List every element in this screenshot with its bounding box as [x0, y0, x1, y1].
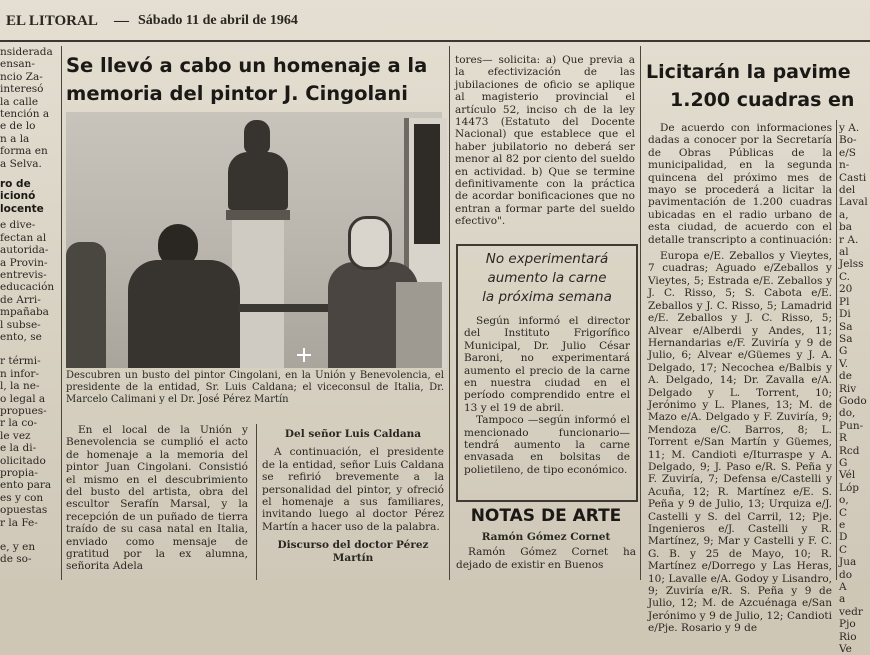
- text-line: Rcd: [839, 444, 860, 457]
- text-line: Rio: [839, 630, 857, 643]
- text-line: ncio Za-: [0, 70, 43, 83]
- carne-headline: [458, 250, 636, 307]
- subhead-caldana: Del señor Luis Caldana: [284, 428, 422, 440]
- text-line: Bo-: [839, 134, 857, 147]
- text-line: l subse-: [0, 318, 41, 331]
- text-line: C: [839, 543, 848, 556]
- bust-pedestal: [226, 210, 290, 220]
- text-line: n-: [839, 159, 850, 172]
- text-line: ba: [839, 221, 852, 234]
- text-line: do,: [839, 407, 856, 420]
- text-line: y A.: [839, 122, 860, 134]
- text-line: V.: [839, 357, 849, 370]
- text-line: de: [839, 370, 852, 383]
- text-line: a Provin-: [0, 256, 48, 269]
- person-dark-suit: [128, 260, 240, 368]
- text-line: mpañaba: [0, 306, 49, 319]
- ribbon: [238, 304, 328, 312]
- column-divider: [256, 424, 257, 580]
- text-line: Jelss: [839, 258, 864, 271]
- text-line: locente: [0, 202, 44, 215]
- text-line: a Selva.: [0, 157, 42, 170]
- text-line: n infor-: [0, 367, 39, 380]
- notas-heading: NOTAS DE ARTE: [470, 506, 622, 526]
- window-pane: [414, 124, 440, 244]
- text-line: Lóp: [839, 481, 860, 494]
- text-line: ensan-: [0, 58, 35, 71]
- text-line: e dive-: [0, 219, 36, 232]
- article-body-right: [262, 428, 444, 580]
- column-divider: [836, 120, 837, 580]
- right-headline-line-1: Licitarán la pavime: [646, 61, 851, 83]
- text-line: Vél: [839, 469, 856, 482]
- main-headline-line-2: memoria del pintor J. Cingolani: [66, 82, 408, 105]
- column-divider: [449, 46, 450, 580]
- column-divider: [640, 46, 641, 580]
- text-line: nsiderada: [0, 46, 53, 58]
- text-line: Casti: [839, 171, 867, 184]
- left-column: [0, 46, 59, 580]
- masthead-rule: [0, 40, 870, 42]
- text-line: e la di-: [0, 442, 37, 455]
- text-line: ro de: [0, 178, 31, 191]
- text-line: es y con: [0, 491, 44, 504]
- text-line: 20: [839, 283, 853, 296]
- left-column-text-top: [0, 46, 59, 170]
- text-line: G: [839, 456, 848, 469]
- carne-body-1: Según informó el director del Instituto Frigorífico Municipal, Dr. Julio César Baroni, no experimentará aumento el precio de la carne en nuestra ciudad en el período comprendido entre el 13 y el 19 de abril.: [464, 315, 630, 414]
- crosshair-cursor-icon: [297, 348, 311, 362]
- text-line: o,: [839, 494, 849, 507]
- text-line: opuestas: [0, 504, 48, 517]
- text-line: Ve: [839, 643, 852, 655]
- news-photo: [66, 112, 442, 368]
- photo-caption: Descubren un busto del pintor Cingolani, en la Unión y Benevolencia, el presidente de la entidad, Sr. Luis Caldana; el viceconsul de Italia, Dr. Marcelo Calimani y el Dr. José Pérez Martín: [66, 370, 444, 405]
- text-line: Pun-: [839, 419, 864, 432]
- text-line: le vez: [0, 429, 31, 442]
- text-line: Godo: [839, 394, 867, 407]
- main-headline-line-1: Se llevó a cabo un homenaje a la: [66, 54, 428, 77]
- text-line: forma en: [0, 145, 48, 158]
- carne-headline-1: No experimentará: [485, 251, 609, 267]
- carne-body: [458, 307, 636, 476]
- text-line: propues-: [0, 404, 47, 417]
- text-line: interesó: [0, 83, 44, 96]
- left-column-text-bottom: [0, 355, 59, 529]
- issue-date: Sábado 11 de abril de 1964: [138, 13, 298, 28]
- text-line: al: [839, 246, 849, 259]
- text-line: Jua: [839, 556, 857, 569]
- middle-column-text: [455, 54, 635, 240]
- column-divider: [61, 46, 62, 580]
- notas-de-arte: [456, 504, 636, 580]
- text-line: r la Fe-: [0, 516, 38, 529]
- carne-box: [456, 244, 638, 502]
- left-column-heading: [0, 178, 59, 215]
- text-line: D: [839, 531, 848, 544]
- text-line: tención a: [0, 108, 50, 121]
- text-line: r térmi-: [0, 355, 41, 368]
- text-line: n a la: [0, 132, 30, 145]
- text-line: e de lo: [0, 120, 36, 133]
- text-line: e: [839, 519, 846, 531]
- text-line: Riv: [839, 382, 857, 395]
- pavimento-list: Europa e/E. Zeballos y Vieytes, 7 cuadras; Aguado e/Zeballos y Vieytes, 5; Estrada e/E. Zeballos y J. C. Risso, 5; S. Cabota e/E. Zeballos y J. C. Risso, 5; Lamadrid e/E. Zeballos y J. C. Risso, 5; Alvear e/Alberdi y Andes, 11; Hernandarias e/F. Zuviría y 9 de Julio, 6; Alvear e/Güemes y J. A. Delgado, 17; Necochea e/Balbis y A. Delgado, 14; Dr. Zavalla e/A. Delgado y L. Torrent, 10; Jerónimo y L. Planes, 13; M. de Mazo e/A. Delgado y F. Zuviría, 9; Mendoza e/C. Barros, 8; L. Torrent e/San Martín y Güemes, 11; M. Candioti e/Iturraspe y A. Delgado, 9; J. Paso e/R. S. Peña y F. Zuviría, 7; Defensa e/Castelli y Acuña, 12; R. Martínez e/E. S. Peña y 9 de Julio, 13; Urquiza e/J. Castelli y S. del Carril, 12; Pje. Ingenieros e/J. Castelli y R. Martínez, 9; Mar y Castelli y F. C. G. B. y 25 de Mayo, 10; R. Martínez e/Dorrego y Las Heras, 10; Lavalle e/A. Godoy y Lisandro, 9; Zuviría e/R. S. Peña y 9 de Julio, 12; M. de Azcuénaga e/San Jerónimo y 9 de Julio, 12; Candioti e/Pje. Rosario y 9 de: [648, 250, 832, 635]
- carne-body-2: Tampoco —según informó el mencionado funcionario— tendrá aumento la carne envasada en bolsitas de polietileno, de tipo económico.: [464, 414, 630, 476]
- text-line: la calle: [0, 95, 39, 108]
- text-line: l, la ne-: [0, 380, 40, 393]
- text-line: C: [839, 506, 848, 519]
- text-line: vedr: [839, 605, 863, 618]
- text-line: a,: [839, 208, 849, 221]
- text-line: A: [839, 581, 847, 594]
- text-line: propia-: [0, 467, 38, 479]
- text-line: Laval: [839, 196, 868, 209]
- text-line: autorida-: [0, 244, 49, 257]
- person-right: [396, 282, 442, 368]
- article-body-left: [66, 424, 248, 580]
- text-line: Pl: [839, 295, 850, 308]
- text-line: fectan al: [0, 231, 47, 244]
- magisterio-text: tores— solicita: a) Que previa a la efectivización de las jubilaciones de oficio se aplique al magisterio provincial el artículo 52, inciso ch de la ley 14473 (Estatuto del Docente Nacional) que establece que el haber jubilatorio no deberá ser menor al 82 por ciento del sueldo en actividad. b) Que se termine definitivamente con la práctica de acordar bonificaciones que no entran a formar parte del sueldo efectivo".: [455, 54, 635, 228]
- text-line: Sa: [839, 332, 853, 345]
- left-column-text-mid: [0, 219, 59, 343]
- right-headline-line-2: 1.200 cuadras en: [670, 89, 855, 111]
- text-line: Sa: [839, 320, 853, 333]
- text-line: educación: [0, 281, 55, 294]
- text-line: r la co-: [0, 417, 38, 430]
- text-line: de so-: [0, 553, 32, 566]
- text-line: e, y en: [0, 541, 36, 554]
- bust-head: [244, 120, 270, 154]
- right-headline: [646, 58, 870, 114]
- text-line: Di: [839, 308, 851, 321]
- bust-shoulders: [228, 152, 288, 210]
- left-column-text-end: [0, 541, 59, 566]
- text-line: de Arri-: [0, 293, 41, 306]
- text-line: icionó: [0, 190, 36, 203]
- text-line: ento para: [0, 479, 52, 492]
- masthead: [0, 10, 870, 36]
- text-line: Pjo: [839, 618, 856, 631]
- text-line: C.: [839, 270, 850, 283]
- carne-headline-3: la próxima semana: [482, 289, 612, 305]
- text-line: del: [839, 184, 856, 197]
- text-line: e/S: [839, 146, 856, 159]
- newspaper-name: EL LITORAL: [6, 13, 98, 29]
- text-line: do: [839, 568, 853, 581]
- notas-subhead: Ramón Gómez Cornet: [481, 531, 611, 543]
- main-headline: [66, 52, 448, 108]
- text-line: r A.: [839, 233, 859, 246]
- notas-text: Ramón Gómez Cornet ha dejado de existir en Buenos: [456, 546, 636, 571]
- masthead-dash: —: [114, 13, 129, 29]
- article-body-right-text: A continuación, el presidente de la entidad, señor Luis Caldana se refirió brevemente a la personalidad del pintor, y ofreció el homenaje a sus familiares, invitando luego al doctor Pérez Martín a hacer uso de la palabra.: [262, 446, 444, 533]
- subhead-perez-martin: Discurso del doctor Pérez Martín: [277, 539, 429, 564]
- text-line: R: [839, 432, 847, 445]
- pavimento-intro: De acuerdo con informaciones dadas a conocer por la Secretaría de Obras Públicas de la municipalidad, en la segunda quincena del próximo mes de mayo se procederá a licitar la pavimentación de 1.200 cuadras ubicadas en el radio urbano de esta ciudad, de acuerdo con el detalle transcripto a continuación:: [648, 122, 832, 246]
- text-line: G: [839, 345, 848, 358]
- carne-headline-2: aumento la carne: [487, 270, 607, 286]
- woman-head: [348, 216, 392, 270]
- person-left: [66, 242, 106, 368]
- article-body-left-text: En el local de la Unión y Benevolencia se cumplió el acto de homenaje a la memoria del pintor Juan Cingolani. Consistió el mismo en el descubrimiento del busto del artista, obra del escultor Serafín Marsal, y la recepción de un puñado de tierra traído de su casa natal en Italia, enviado como mensaje de gratitud por la ex alumna, señorita Adela: [66, 424, 248, 573]
- right-edge-column: [839, 122, 870, 655]
- text-line: ento, se: [0, 330, 42, 343]
- text-line: olicitado: [0, 454, 46, 467]
- pavimento-article: [648, 122, 832, 635]
- text-line: entrevis-: [0, 268, 47, 281]
- text-line: a: [839, 593, 846, 606]
- right-edge-text: [839, 122, 870, 655]
- text-line: o legal a: [0, 392, 46, 405]
